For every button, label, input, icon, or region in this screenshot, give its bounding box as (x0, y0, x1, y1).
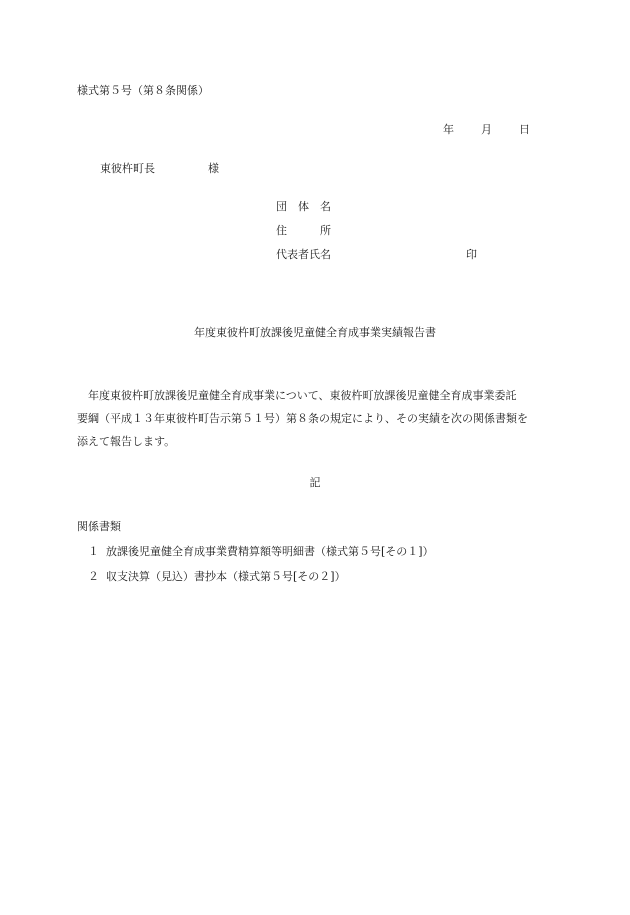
ki-marker: 記 (309, 476, 321, 489)
representative-name-label: 代表者氏名 (276, 248, 331, 261)
addressee-name: 東彼杵町長 (100, 162, 155, 175)
organization-name-label: 団 体 名 (276, 200, 331, 213)
seal-mark: 印 (466, 248, 477, 261)
related-document-item (88, 570, 346, 584)
document-title: 年度東彼杵町放課後児童健全育成事業実績報告書 (194, 326, 436, 339)
item-number: １ (88, 545, 99, 558)
item-number: ２ (88, 570, 99, 583)
date-month-label: 月 (481, 123, 492, 136)
address-label: 住 所 (276, 224, 331, 237)
representative-row (276, 248, 477, 262)
date-year-label: 年 (443, 123, 454, 136)
related-document-item (88, 545, 434, 559)
date-line (443, 123, 530, 137)
body-line-3: 添えて報告します。 (77, 435, 176, 448)
item-text: 収支決算（見込）書抄本（様式第５号[その２]） (106, 570, 346, 583)
addressee (100, 162, 219, 176)
item-text: 放課後児童健全育成事業費精算額等明細書（様式第５号[その１]） (106, 545, 434, 558)
date-day-label: 日 (519, 123, 530, 136)
related-documents-heading: 関係書類 (77, 520, 121, 533)
body-line-2: 要綱（平成１３年東彼杵町告示第５１号）第８条の規定により、その実績を次の関係書類を (77, 412, 528, 425)
form-number: 様式第５号（第８条関係） (77, 84, 209, 97)
body-line-1: 年度東彼杵町放課後児童健全育成事業について、東彼杵町放課後児童健全育成事業委託 (88, 389, 517, 402)
body-paragraph (77, 384, 553, 453)
addressee-honorific: 様 (208, 162, 219, 175)
